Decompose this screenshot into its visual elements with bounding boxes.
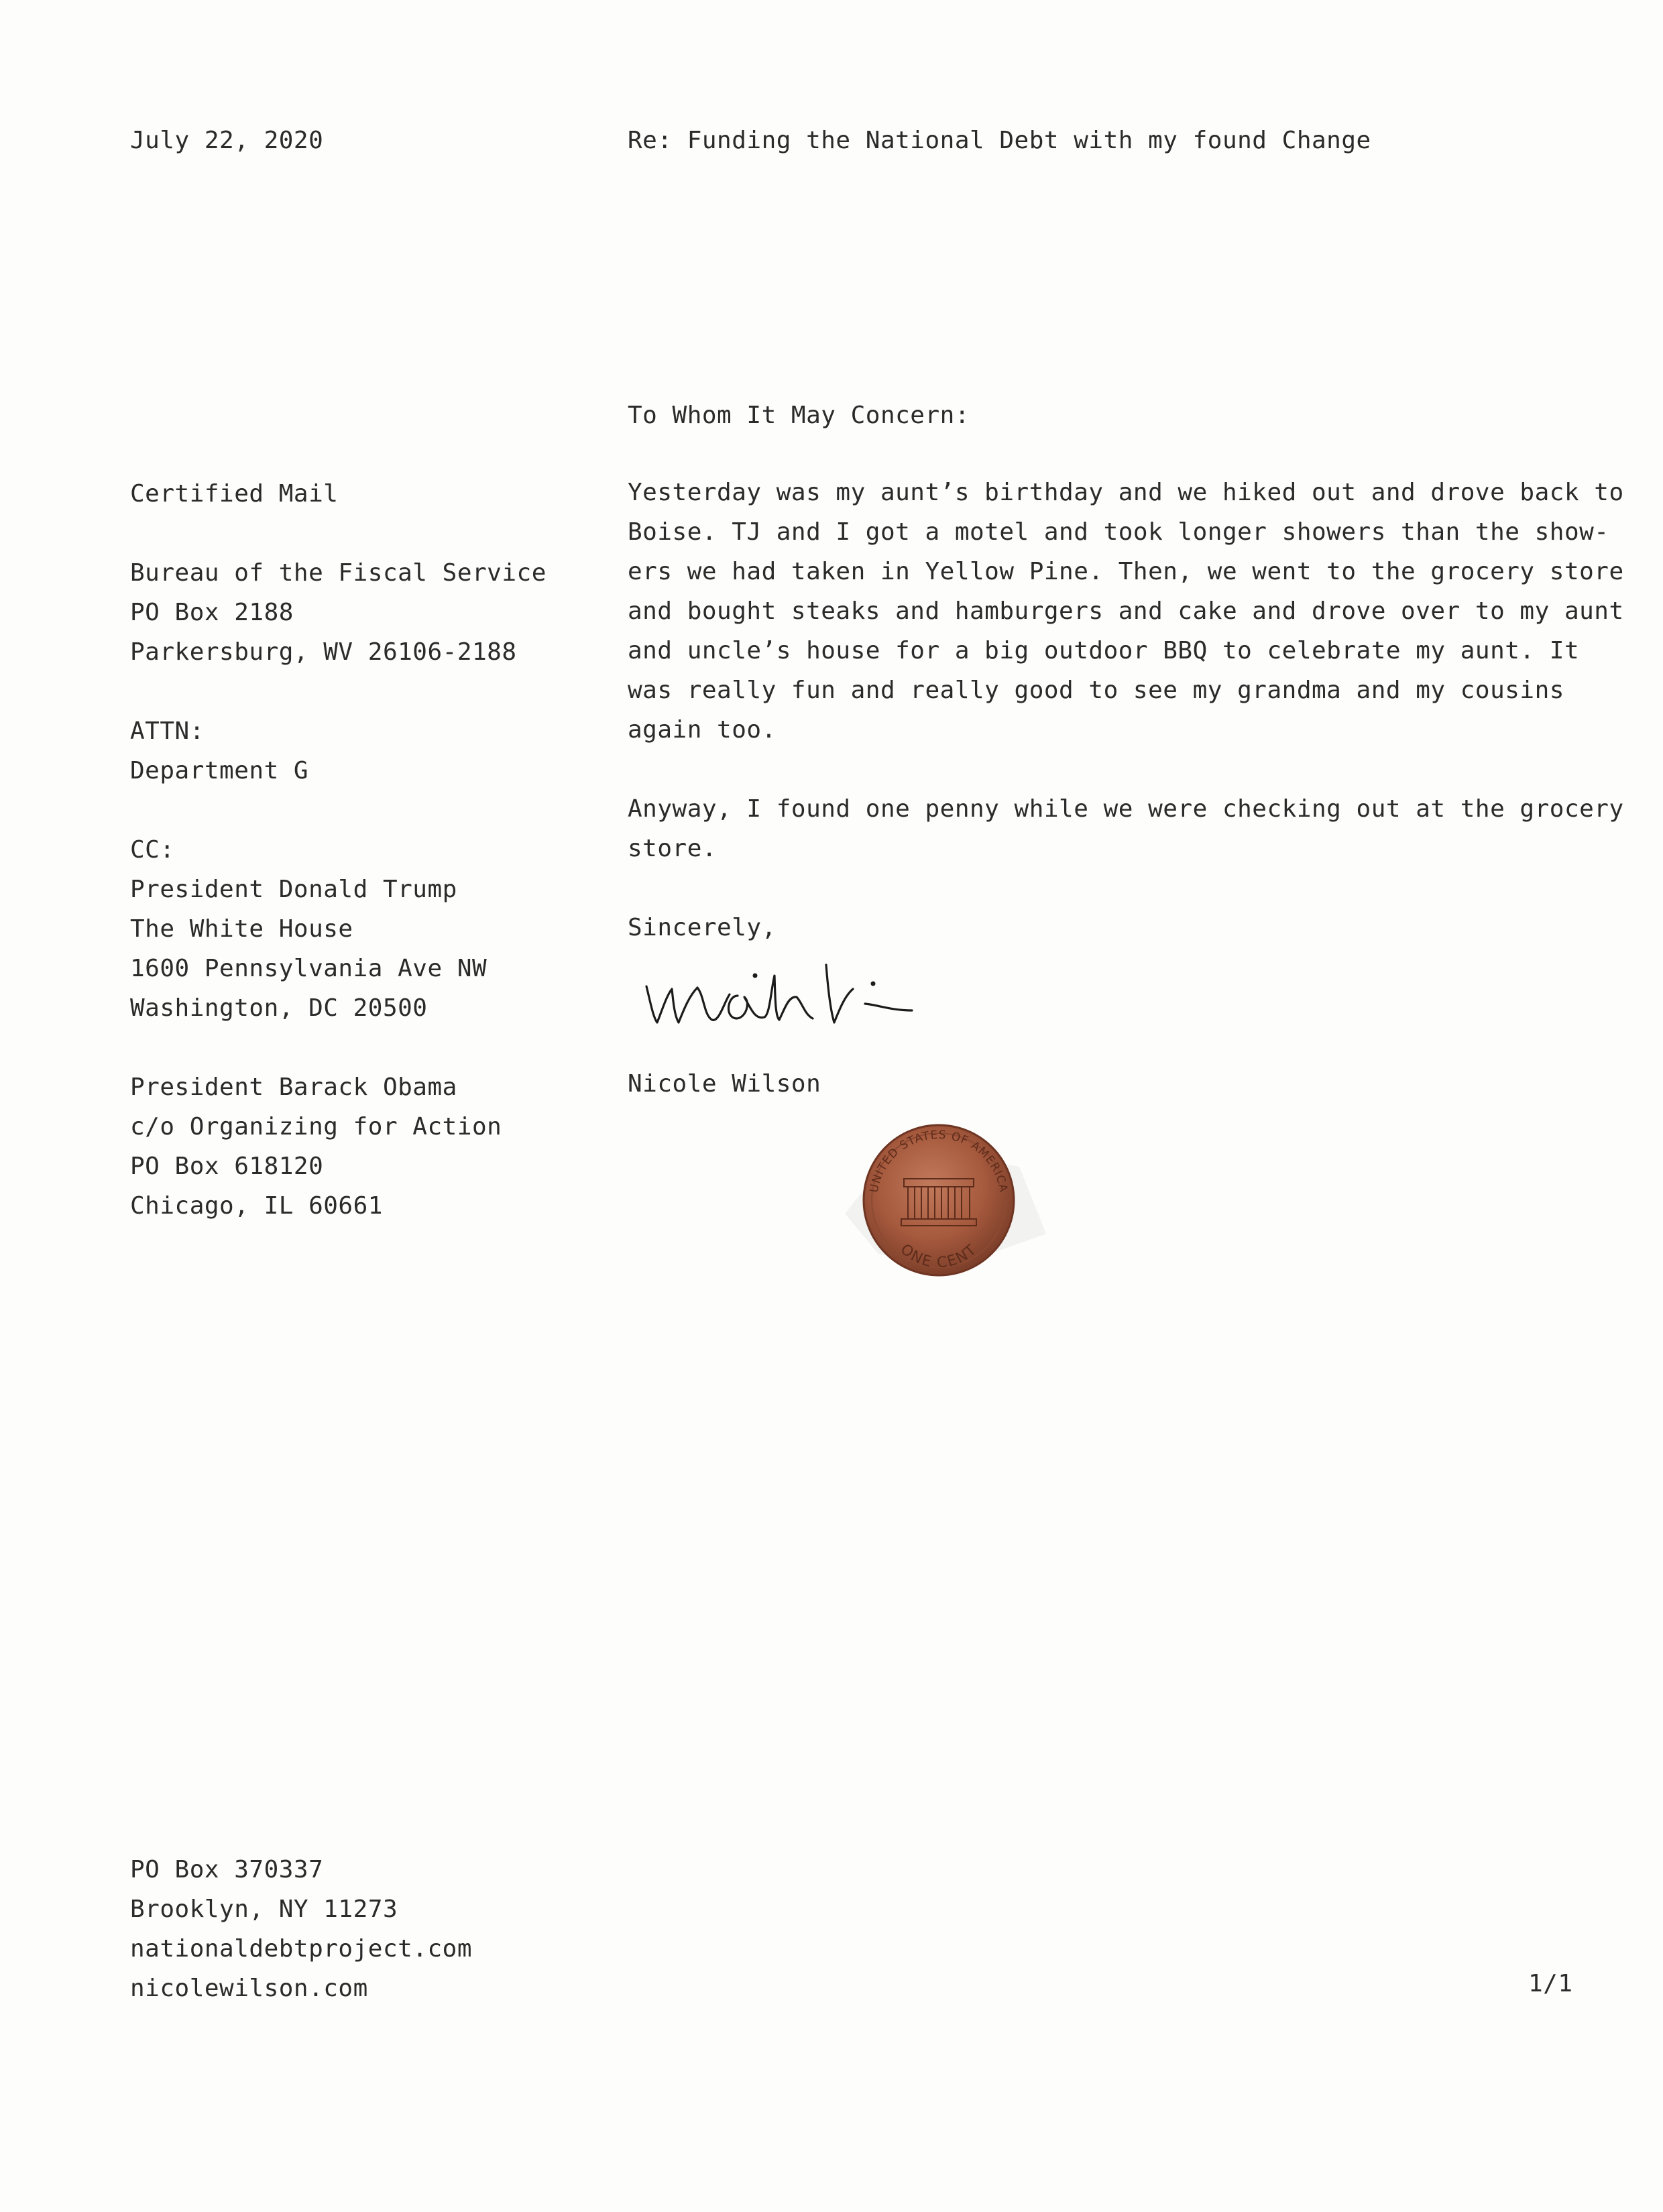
cc-line: President Donald Trump [130,876,457,903]
cc-line: The White House [130,915,353,943]
cc-block [130,830,547,1028]
paragraph-line: Yesterday was my aunt’s birthday and we hiked out and drove back to [628,479,1624,506]
letter-date: July 22, 2020 [130,127,324,154]
salutation: To Whom It May Concern: [628,402,970,429]
paragraph-line: Anyway, I found one penny while we were checking out at the grocery [628,795,1624,823]
letter-body [628,396,1624,947]
sender-footer [130,1850,472,2008]
body-paragraph-1 [628,473,1624,750]
footer-line: PO Box 370337 [130,1856,324,1883]
paragraph-line: and bought steaks and hamburgers and cake and drove over to my aunt [628,597,1624,625]
penny-coin [818,1100,1059,1301]
signer-name: Nicole Wilson [628,1070,821,1098]
recipient-line: PO Box 2188 [130,599,294,626]
paragraph-line: and uncle’s house for a big outdoor BBQ to celebrate my aunt. It [628,637,1580,664]
coin-top-text: UNITED STATES OF AMERICA [867,1128,1011,1194]
footer-line: nicolewilson.com [130,1975,368,2002]
attn-line: Department G [130,757,309,784]
footer-line: nationaldebtproject.com [130,1935,472,1963]
body-paragraph-2 [628,789,1624,868]
paragraph-line: was really fun and really good to see my grandma and my cousins [628,677,1564,704]
cc-line: CC: [130,836,175,864]
handwritten-signature [637,955,972,1036]
page-number: 1/1 [1528,1970,1573,1997]
attn-line: ATTN: [130,717,205,745]
recipient-address [130,553,547,672]
cc2-line: President Barack Obama [130,1073,457,1101]
cc2-block [130,1067,547,1226]
cc-line: 1600 Pennsylvania Ave NW [130,955,488,982]
footer-line: Brooklyn, NY 11273 [130,1896,398,1923]
delivery-line: Certified Mail [130,480,339,508]
cc-line: Washington, DC 20500 [130,994,428,1022]
attention-block [130,711,547,791]
paragraph-line: Boise. TJ and I got a motel and took longer showers than the show- [628,518,1609,546]
closing: Sincerely, [628,914,777,941]
recipient-line: Parkersburg, WV 26106-2188 [130,638,517,666]
cc2-line: c/o Organizing for Action [130,1113,502,1141]
address-column [130,474,547,1265]
paragraph-line: ers we had taken in Yellow Pine. Then, we went to the grocery store [628,558,1624,585]
paragraph-line: store. [628,835,718,862]
recipient-line: Bureau of the Fiscal Service [130,559,547,587]
paragraph-line: again too. [628,716,777,744]
cc2-line: Chicago, IL 60661 [130,1192,383,1220]
letter-subject: Re: Funding the National Debt with my found Change [628,127,1371,154]
cc2-line: PO Box 618120 [130,1153,324,1180]
coin-bottom-text: ONE CENT [897,1240,981,1272]
delivery-method [130,474,547,514]
